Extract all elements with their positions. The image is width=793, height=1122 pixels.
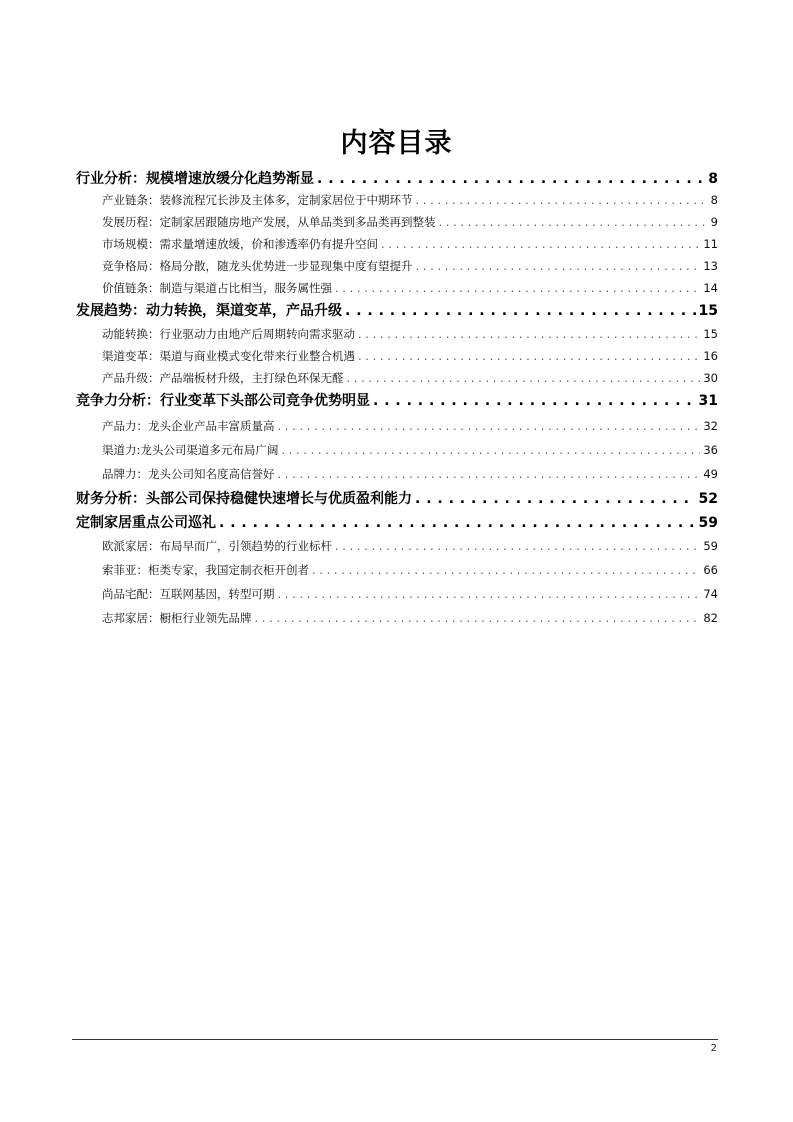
toc-subsection-entry[interactable] <box>76 368 718 388</box>
toc-page-number: 15 <box>703 327 718 341</box>
toc-dot-leader <box>335 536 700 556</box>
toc-entry-title: 渠道变革：渠道与商业模式变化带来行业整合机遇 <box>102 349 355 363</box>
toc-entry-title: 产业链条：装修流程冗长涉及主体多，定制家居位于中期环节 <box>102 193 413 207</box>
footer-divider <box>72 1039 718 1040</box>
toc-page-number: 49 <box>703 467 718 481</box>
toc-subsection-entry[interactable] <box>76 608 718 628</box>
toc-entry-title: 市场规模：需求量增速放缓，价和渗透率仍有提升空间 <box>102 237 378 251</box>
toc-dot-leader <box>255 608 701 628</box>
toc-section-entry[interactable] <box>76 168 718 190</box>
toc-section-entry[interactable] <box>76 488 718 510</box>
toc-subsection-entry[interactable] <box>76 464 718 484</box>
toc-entry-title: 索菲亚：柜类专家，我国定制衣柜开创者 <box>102 563 309 577</box>
toc-subsection-entry[interactable] <box>76 346 718 366</box>
toc-page-number: 8 <box>710 193 718 207</box>
toc-dot-leader <box>415 488 696 510</box>
toc-section-entry[interactable] <box>76 512 718 534</box>
toc-entry-title: 产品升级：产品端板材升级，主打绿色环保无醛 <box>102 371 344 385</box>
toc-page-number: 59 <box>703 539 718 553</box>
toc-page-number: 16 <box>703 349 718 363</box>
toc-subsection-entry[interactable] <box>76 584 718 604</box>
toc-entry-title: 财务分析：头部公司保持稳健快速增长与优质盈利能力 <box>76 491 412 507</box>
toc-entry-title: 竞争格局：格局分散，随龙头优势进一步显现集中度有望提升 <box>102 259 413 273</box>
toc-entry-title: 发展趋势：动力转换，渠道变革，产品升级 <box>76 303 342 319</box>
page-number: 2 <box>710 1043 717 1054</box>
toc-page-number: 15 <box>698 303 718 319</box>
toc-subsection-entry[interactable] <box>76 416 718 436</box>
toc-subsection-entry[interactable] <box>76 440 718 460</box>
toc-page-number: 14 <box>703 281 718 295</box>
toc-dot-leader <box>358 324 700 344</box>
toc-page-number: 31 <box>698 393 718 409</box>
toc-entry-title: 欧派家居：布局早而广，引领趋势的行业标杆 <box>102 539 332 553</box>
toc-dot-leader <box>347 368 701 388</box>
toc-subsection-entry[interactable] <box>76 324 718 344</box>
toc-subsection-entry[interactable] <box>76 278 718 298</box>
toc-entry-title: 品牌力：龙头公司知名度高信誉好 <box>102 467 275 481</box>
toc-page-number: 11 <box>703 237 718 251</box>
toc-entry-title: 竞争力分析：行业变革下头部公司竞争优势明显 <box>76 393 370 409</box>
toc-subsection-entry[interactable] <box>76 536 718 556</box>
toc-page-number: 30 <box>703 371 718 385</box>
toc-page-number: 66 <box>703 563 718 577</box>
toc-entry-title: 渠道力:龙头公司渠道多元布局广阔 <box>102 443 279 457</box>
toc-dot-leader <box>278 584 701 604</box>
toc-page-number: 9 <box>710 215 718 229</box>
toc-page-number: 52 <box>698 491 718 507</box>
toc-entry-title: 产品力：龙头企业产品丰富质量高 <box>102 419 275 433</box>
toc-subsection-entry[interactable] <box>76 234 718 254</box>
toc-page-number: 13 <box>703 259 718 273</box>
page-title: 内容目录 <box>340 128 453 159</box>
toc-dot-leader <box>381 234 700 254</box>
toc-section-entry[interactable] <box>76 390 718 412</box>
toc-section-entry[interactable] <box>76 300 718 322</box>
toc-dot-leader <box>317 168 705 190</box>
toc-dot-leader <box>219 512 696 534</box>
toc-entry-title: 定制家居重点公司巡礼 <box>76 515 216 531</box>
toc-entry-title: 志邦家居：橱柜行业领先品牌 <box>102 611 252 625</box>
toc-subsection-entry[interactable] <box>76 212 718 232</box>
toc-page-number: 8 <box>708 171 718 187</box>
toc-entry-title: 发展历程：定制家居跟随房地产发展，从单品类到多品类再到整装 <box>102 215 436 229</box>
toc-dot-leader <box>281 440 700 460</box>
toc-page-number: 36 <box>703 443 718 457</box>
toc-dot-leader <box>416 256 701 276</box>
toc-dot-leader <box>439 212 708 232</box>
toc-subsection-entry[interactable] <box>76 560 718 580</box>
toc-page-number: 82 <box>703 611 718 625</box>
toc-dot-leader <box>358 346 700 366</box>
toc-dot-leader <box>278 416 701 436</box>
toc-page-number: 74 <box>703 587 718 601</box>
toc-dot-leader <box>416 190 708 210</box>
toc-dot-leader <box>278 464 701 484</box>
toc-dot-leader <box>373 390 696 412</box>
toc-dot-leader <box>335 278 700 298</box>
toc-dot-leader <box>312 560 700 580</box>
toc-page-number: 32 <box>703 419 718 433</box>
toc-subsection-entry[interactable] <box>76 190 718 210</box>
toc-entry-title: 尚品宅配：互联网基因，转型可期 <box>102 587 275 601</box>
toc-entry-title: 动能转换：行业驱动力由地产后周期转向需求驱动 <box>102 327 355 341</box>
toc-dot-leader <box>345 300 696 322</box>
toc-subsection-entry[interactable] <box>76 256 718 276</box>
toc-entry-title: 价值链条：制造与渠道占比相当，服务属性强 <box>102 281 332 295</box>
toc-entry-title: 行业分析：规模增速放缓分化趋势渐显 <box>76 171 314 187</box>
toc-page-number: 59 <box>698 515 718 531</box>
